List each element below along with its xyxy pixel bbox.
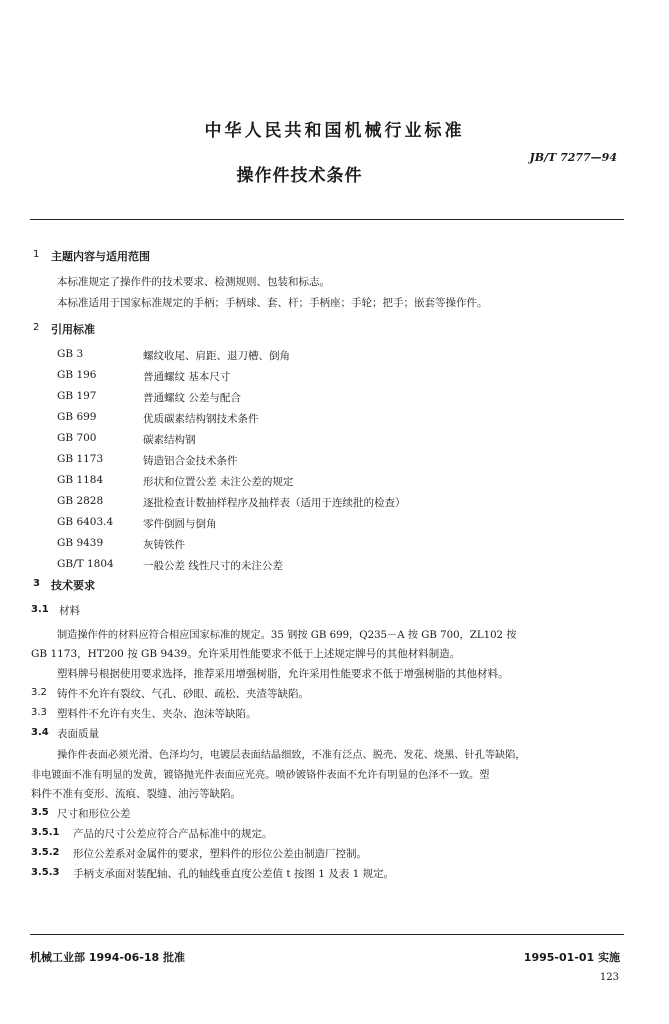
section-1-paragraph-2: 本标准适用于国家标准规定的手柄；手柄球、套、杆；手柄座；手轮；把手；嵌套等操作件。	[57, 297, 488, 309]
section-3-2-text: 铸件不允许有裂纹、气孔、砂眼、疏松、夹渣等缺陷。	[57, 688, 309, 700]
reference-code: GB 699	[57, 411, 97, 423]
reference-title: 普通螺纹 公差与配合	[143, 392, 241, 404]
reference-code: GB/T 1804	[57, 558, 114, 570]
reference-title: 零件倒圆与倒角	[143, 518, 217, 530]
header-divider	[30, 219, 624, 220]
reference-title: 形状和位置公差 未注公差的规定	[143, 476, 294, 488]
section-3-1-paragraph-1-line-1: 制造操作件的材料应符合相应国家标准的规定。35 钢按 GB 699，Q235－A 按 GB 700，ZL102 按	[57, 630, 517, 641]
reference-code: GB 9439	[57, 537, 104, 549]
section-3-5-number: 3.5	[31, 807, 49, 818]
reference-title: 一般公差 线性尺寸的未注公差	[143, 560, 283, 572]
section-3-1-paragraph-1-line-2: GB 1173，HT200 按 GB 9439。允许采用性能要求不低于上述规定牌号的其他材料制造。	[31, 648, 461, 660]
section-3-title: 技术要求	[51, 579, 95, 592]
section-1-paragraph-1: 本标准规定了操作件的技术要求、检测规则、包装和标志。	[57, 276, 330, 288]
section-3-5-1-number: 3.5.1	[31, 827, 60, 838]
reference-code: GB 196	[57, 369, 97, 381]
reference-code: GB 1184	[57, 474, 104, 486]
section-3-2-number: 3.2	[31, 687, 47, 698]
section-3-4-line-2: 非电镀面不准有明显的发黄，镀铬抛光件表面应光亮。喷砂镀铬件表面不允许有明显的色泽不一致。塑	[31, 770, 490, 781]
document-title: 操作件技术条件	[236, 166, 363, 186]
implementation-date: 1995-01-01 实施	[523, 951, 620, 964]
standard-organization: 中华人民共和国机械行业标准	[204, 121, 465, 141]
footer-divider	[30, 934, 624, 935]
section-3-5-2-number: 3.5.2	[31, 847, 60, 858]
standard-code: JB/T 7277—94	[529, 151, 617, 164]
reference-title: 优质碳素结构钢技术条件	[143, 413, 259, 425]
reference-title: 普通螺纹 基本尺寸	[143, 371, 231, 383]
section-3-4-title: 表面质量	[57, 728, 99, 740]
reference-title: 铸造铝合金技术条件	[143, 455, 238, 467]
reference-title: 螺纹收尾、肩距、退刀槽、倒角	[143, 350, 290, 362]
section-1-number: 1	[33, 249, 40, 260]
section-3-1-title: 材料	[59, 605, 80, 617]
section-1-title: 主题内容与适用范围	[51, 250, 150, 263]
reference-title: 逐批检查计数抽样程序及抽样表（适用于连续批的检查）	[143, 497, 406, 509]
section-3-number: 3	[33, 578, 40, 589]
reference-code: GB 2828	[57, 495, 104, 507]
page-number: 123	[599, 972, 619, 983]
section-3-5-2-text: 形位公差系对金属件的要求，塑料件的形位公差由制造厂控制。	[73, 848, 367, 860]
reference-title: 碳素结构钢	[143, 434, 196, 446]
reference-code: GB 197	[57, 390, 97, 402]
section-3-4-line-1: 操作件表面必须光滑、色泽均匀，电镀层表面结晶细致，不准有泛点、脱壳、发花、烧黑、针孔等缺陷，	[57, 750, 526, 761]
section-3-4-line-3: 料件不准有变形、流痕、裂缝、油污等缺陷。	[31, 788, 241, 800]
section-3-3-number: 3.3	[31, 707, 47, 718]
section-2-title: 引用标准	[51, 323, 95, 336]
reference-title: 灰铸铁件	[143, 539, 185, 551]
reference-code: GB 1173	[57, 453, 104, 465]
reference-code: GB 3	[57, 348, 84, 360]
section-3-5-3-number: 3.5.3	[31, 867, 60, 878]
section-3-1-number: 3.1	[31, 604, 49, 615]
section-3-5-3-text: 手柄支承面对装配轴、孔的轴线垂直度公差值 t 按图 1 及表 1 规定。	[73, 868, 395, 880]
section-3-1-paragraph-2: 塑料牌号根据使用要求选择，推荐采用增强树脂，允许采用性能要求不低于增强树脂的其他材料。	[57, 668, 509, 680]
section-3-5-title: 尺寸和形位公差	[57, 808, 131, 820]
section-2-number: 2	[33, 322, 40, 333]
reference-code: GB 6403.4	[57, 516, 114, 528]
section-3-4-number: 3.4	[31, 727, 49, 738]
approval-note: 机械工业部 1994-06-18 批准	[30, 951, 186, 964]
reference-code: GB 700	[57, 432, 97, 444]
section-3-3-text: 塑料件不允许有夹生、夹杂、泡沫等缺陷。	[57, 708, 257, 720]
section-3-5-1-text: 产品的尺寸公差应符合产品标准中的规定。	[73, 828, 273, 840]
